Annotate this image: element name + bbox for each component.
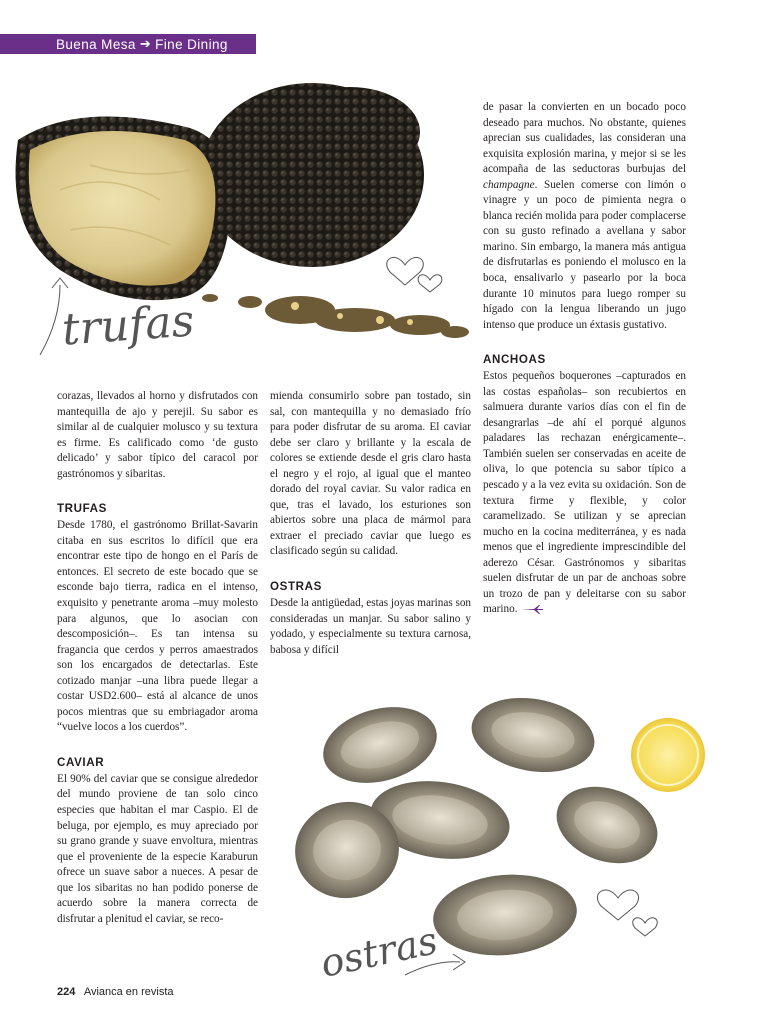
subsection-title: Fine Dining [155,36,228,52]
oyster-script-label: ostras [316,918,442,986]
article-column-2 [270,389,471,658]
section-header-bar [0,34,256,54]
champagne-italic: champagne [483,178,535,191]
anchoas-paragraph [483,369,686,618]
page-footer [57,986,174,998]
page-number: 224 [57,986,76,998]
heading-ostras: OSTRAS [270,580,322,594]
trufas-paragraph: Desde 1780, el gastrónomo Brillat-Savarin citaba en sus escritos lo difícil que era encontrar este tipo de hongo en el París de entonces. El secreto de este bocado que se esconde bajo tierra, radica en el intenso, exquisito y penetrante aroma –muy molesto para algunos, que lo asocian con descomposición–. Es tan intensa su fragancia que cerdos y perros amaestrados son los encargados de detectarlas. Este cotizado manjar –una libra puede llegar a costar USD2.600– está al alcance de unos pocos mientras que su embriagador aroma “vuelve locos a los cuerdos”. [57,519,258,734]
publication-name: Avianca en revista [83,986,174,998]
caviar-paragraph: El 90% del caviar que se consigue alrededor del mundo proviene de tan solo cinco especies que habitan el mar Caspio. El de beluga, por ejemplo, es muy apreciado por su grano grande y suave envoltura, mientras que el proveniente de la especie Karaburun ofrece un suave sabor a nueces. A pesar de que los sibaritas no han podido ponerse de acuerdo sobre la manera correcta de disfrutar a plenitud el caviar, se reco- [57,772,258,925]
heading-caviar: CAVIAR [57,755,105,769]
caviar-continued-paragraph: mienda consumirlo sobre pan tostado, sin sal, con mantequilla y no demasiado frío para poder disfrutar de su aroma. El caviar debe ser claro y brillante y la escala de colores se extiende desde el gris claro hasta el negro y el rojo, al igual que el manteo dorado del royal caviar. Su valor radica en que, tras el lavado, los esturiones son abiertos sobre una placa de mármol para extraer el preciado caviar que luego es clasificado según su calidad. [270,390,471,558]
ostras-continued-paragraph [483,100,686,333]
article-column-1 [57,389,258,927]
truffle-script-label: trufas [60,295,196,356]
section-title: Buena Mesa [56,36,136,52]
intro-paragraph: corazas, llevados al horno y disfrutados con mantequilla de ajo y perejil. Su sabor es similar al de cualquier molusco y su textura es firme. Es calificado como ‘de gusto delicado’ y sabor típico del caracol por gastrónomos y sibaritas. [57,390,258,480]
airplane-end-icon [520,605,544,614]
heading-trufas: TRUFAS [57,502,107,516]
ostras-text-a: de pasar la convierten en un bocado poco deseado para muchos. No obstante, quienes aprecian sus cualidades, las consideran una exquisita explosión marina, y mejor si se les acompaña de las seductoras burbujas del [483,101,686,176]
article-column-3 [483,100,686,618]
heading-anchoas: ANCHOAS [483,353,546,367]
arrow-right-icon: ➔ [139,36,152,51]
anchoas-text: Estos pequeños boquerones –capturados en las costas españolas– son recubiertos en salmuera durante varios días con el fin de desangrarlas –de ahí el porqué algunos paladares las rechazan enérgicamente–. También suelen ser conservadas en aceite de oliva, lo que potencia su sabor típico a pescado y a la vez evita su oxidación. Son de textura firme y flexible, y color caramelizado. Se utilizan y se aprecian mucho en la cocina mediterránea, y es nada menos que el ingrediente imprescindible del aderezo César. Gastrónomos y sibaritas suelen disfrutar de un par de anchoas sobre un trozo de pan y deleitarse con su sabor marino. [483,370,686,616]
ostras-paragraph: Desde la antigüedad, estas joyas marinas son consideradas un manjar. Su sabor salino y yodado, y especialmente su textura carnosa, babosa y difícil [270,597,472,656]
ostras-text-b: . Suelen comerse con limón o vinagre y un poco de pimienta negra o blanca recién molida para poder complacerse con su gusto refinado a avellana y sabor marino. Sin embargo, la manera más antigua de disfrutarlas es poniendo el molusco en la boca, ensalivarlo y pasearlo por la boca durante 10 minutos para luego romper su hígado con la lengua liberando un jugo intenso que produce un éxtasis gustativo. [483,178,686,331]
